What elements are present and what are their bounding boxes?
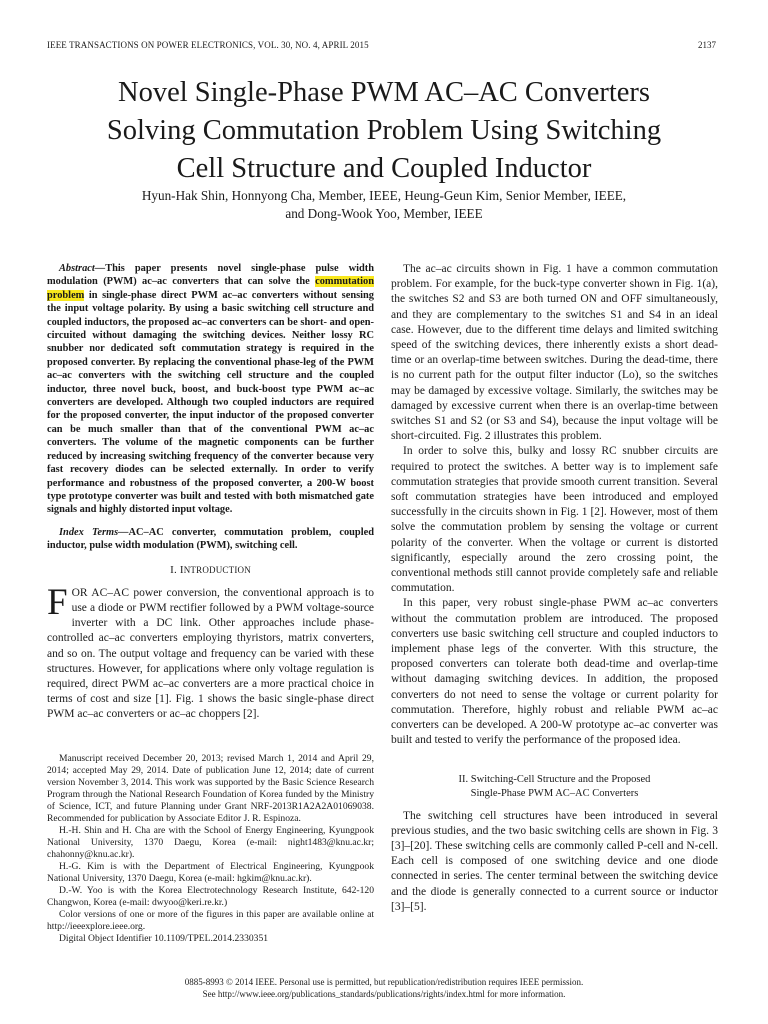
highlighted-text: commutation problem bbox=[47, 276, 374, 301]
page-number: 2137 bbox=[698, 40, 716, 50]
section-heading-line: II. Switching-Cell Structure and the Proposed bbox=[458, 773, 651, 785]
author-line: Hyun-Hak Shin, Honnyong Cha, Member, IEEE, Heung-Geun Kim, Senior Member, IEEE, bbox=[141, 188, 627, 203]
section-heading-introduction: I. INTRODUCTION bbox=[170, 563, 251, 576]
body-paragraph: In this paper, very robust single-phase PWM ac–ac converters without the commutation problem are introduced. The proposed converters use basic switching cell structure and coupled inductors to implement phase legs of the converter. With this structure, the proposed converters can tolerate both dead-time and overlap-time without damaging switching devices. In addition, the proposed converters do not need to sense the voltage or current polarity for commutation. Therefore, highly robust and reliable PWM ac–ac converters can be developed. A 200-W prototype ac–ac converter was built and tested to verify the performance of the proposed idea. bbox=[391, 597, 718, 747]
intro-text: OR AC–AC power conversion, the conventional approach is to use a diode or PWM rectifier followed by a PWM voltage-source inverter with a DC link. Other approaches include phase-controlled ac–ac converters employing thyristors, matrix converters, and so on. The output voltage and frequency can be varied with these structures. However, for applications where only voltage regulation is required, direct PWM ac–ac converters are a more practical choice in terms of cost and size [1]. Fig. 1 shows the basic single-phase direct PWM ac–ac converters or ac–ac choppers [2]. bbox=[47, 586, 374, 721]
body-paragraph: The ac–ac circuits shown in Fig. 1 have a common commutation problem. For example, for the buck-type converter shown in Fig. 1(a), the switches S2 and S3 are both turned ON and OFF simultaneously, and they are complementary to the switches S1 and S4 in an ideal case. However, due to the different time delays and limited switching speed of the switching devices, there inherently exists a short dead-time or an overlap-time between switches. During the dead-time, there is no current path for the output filter inductor (Lo), so the switches may be damaged by excessive voltage. Similarly, the switches may be damaged by excessive current when there is an overlap-time between switches S1 and S2 (or S3 and S4), because the input voltage will be short-circuited. Fig. 2 illustrates this problem. bbox=[391, 263, 718, 443]
title-line: Solving Commutation Problem Using Switching bbox=[106, 115, 662, 146]
footnote: Manuscript received December 20, 2013; revised March 1, 2014 and April 29, 2014; accepted May 29, 2014. Date of publication June 12, 2014; date of current version November 3, 2014. This work was supported by the Basic Science Research Program through the National Research Foundation of Korea funded by the Ministry of Science, ICT, and future Planning under Grant NRF-2013R1A2A2A01069038. Recommended for publication by Associate Editor J. R. Espinoza. bbox=[47, 752, 374, 824]
abstract-label: Abstract— bbox=[59, 263, 106, 274]
section-heading-line: Single-Phase PWM AC–AC Converters bbox=[470, 787, 639, 799]
footnote: Color versions of one or more of the figures in this paper are available online at http://ieeexplore.ieee.org. bbox=[47, 908, 374, 932]
section-heading-switching-cell bbox=[391, 773, 718, 801]
index-terms-text: AC–AC converter, commutation problem, coupled inductor, pulse width modulation (PWM), switching cell. bbox=[47, 526, 374, 552]
running-header-journal: IEEE TRANSACTIONS ON POWER ELECTRONICS, VOL. 30, NO. 4, APRIL 2015 bbox=[47, 40, 369, 50]
footnote: Digital Object Identifier 10.1109/TPEL.2014.2330351 bbox=[59, 932, 269, 944]
paper-title bbox=[40, 74, 728, 188]
abstract-text-start: This paper presents novel single-phase pulse width modulation (PWM) ac–ac converters that can solve the bbox=[47, 263, 374, 288]
author-line: and Dong-Wook Yoo, Member, IEEE bbox=[285, 206, 483, 221]
footer-line: See http://www.ieee.org/publications_standards/publications/rights/index.html for more information. bbox=[202, 989, 566, 999]
drop-cap: F bbox=[47, 581, 68, 623]
body-paragraph: The switching cell structures have been introduced in several previous studies, and the two basic switching cells are shown in Fig. 3 [3]–[20]. These switching cells are commonly called P-cell and N-cell. Each cell is composed of one switching device and one diode connected in series. The center terminal between the switching device and the diode is generally connected to a current source or inductor [3]–[5]. bbox=[391, 809, 718, 913]
index-terms-label: Index Terms— bbox=[59, 526, 129, 538]
body-paragraph: In order to solve this, bulky and lossy RC snubber circuits are required to protect the switches. A better way is to implement safe commutation strategies that provide smooth current transition. Several soft commutation strategies have been introduced and employed successfully in the circuits shown in Fig. 1 [2]. However, most of them solve the commutation problem by sensing the voltage or current polarity of the converter. When the voltage or current is distorted significantly, especially around the zero crossing point, the conventional methods still cannot provide completely safe and reliable commutation. bbox=[391, 445, 718, 595]
author-list bbox=[40, 187, 728, 223]
footnote: D.-W. Yoo is with the Korea Electrotechnology Research Institute, 642-120 Changwon, Korea (e-mail: dwyoo@keri.re.kr.) bbox=[47, 884, 374, 908]
copyright-footer bbox=[40, 976, 728, 1000]
abstract-text-end: in single-phase direct PWM ac–ac converters without sensing the input voltage polarity. By using a basic switching cell structure and coupled inductors, the proposed ac–ac converters can be short- and open-circuited without damaging the switching devices. Neither lossy RC snubber nor dedicated soft commutation strategy is required in the proposed converter. By replacing the conventional phase-leg of the PWM ac–ac converters with the switching cell structure and the coupled inductor, three novel buck, boost, and buck-boost type PWM ac–ac converters are developed. Although two coupled inductors are required for the proposed converter, the input inductor of the proposed converter can be much smaller than that of the conventional PWM ac–ac converters. The volume of the magnetic components can be further reduced by increasing switching frequency of the converter because very fast recovery diodes can be selected externally. In order to verify performance and robustness of the proposed converter, a 200-W boost type prototype converter was built and tested with both mismatched gate signals and highly distorted input voltage. bbox=[47, 289, 374, 516]
right-column bbox=[391, 262, 718, 915]
footnote: H.-G. Kim is with the Department of Electrical Engineering, Kyungpook National University, 1370 Daegu, Korea (e-mail: hgkim@knu.ac.kr). bbox=[47, 860, 374, 884]
title-line: Novel Single-Phase PWM AC–AC Converters bbox=[118, 77, 650, 108]
title-line: Cell Structure and Coupled Inductor bbox=[176, 153, 592, 184]
left-column bbox=[47, 262, 374, 945]
index-terms bbox=[47, 526, 374, 553]
footnote: H.-H. Shin and H. Cha are with the School of Energy Engineering, Kyungpook National University, 1370 Daegu, Korea (e-mail: night1483@knu.ac.kr; chahonny@knu.ac.kr). bbox=[47, 824, 374, 860]
footer-line: 0885-8993 © 2014 IEEE. Personal use is permitted, but republication/redistribution requires IEEE permission. bbox=[184, 977, 584, 987]
intro-paragraph bbox=[47, 581, 374, 723]
abstract bbox=[47, 262, 374, 517]
footnotes bbox=[47, 753, 374, 945]
